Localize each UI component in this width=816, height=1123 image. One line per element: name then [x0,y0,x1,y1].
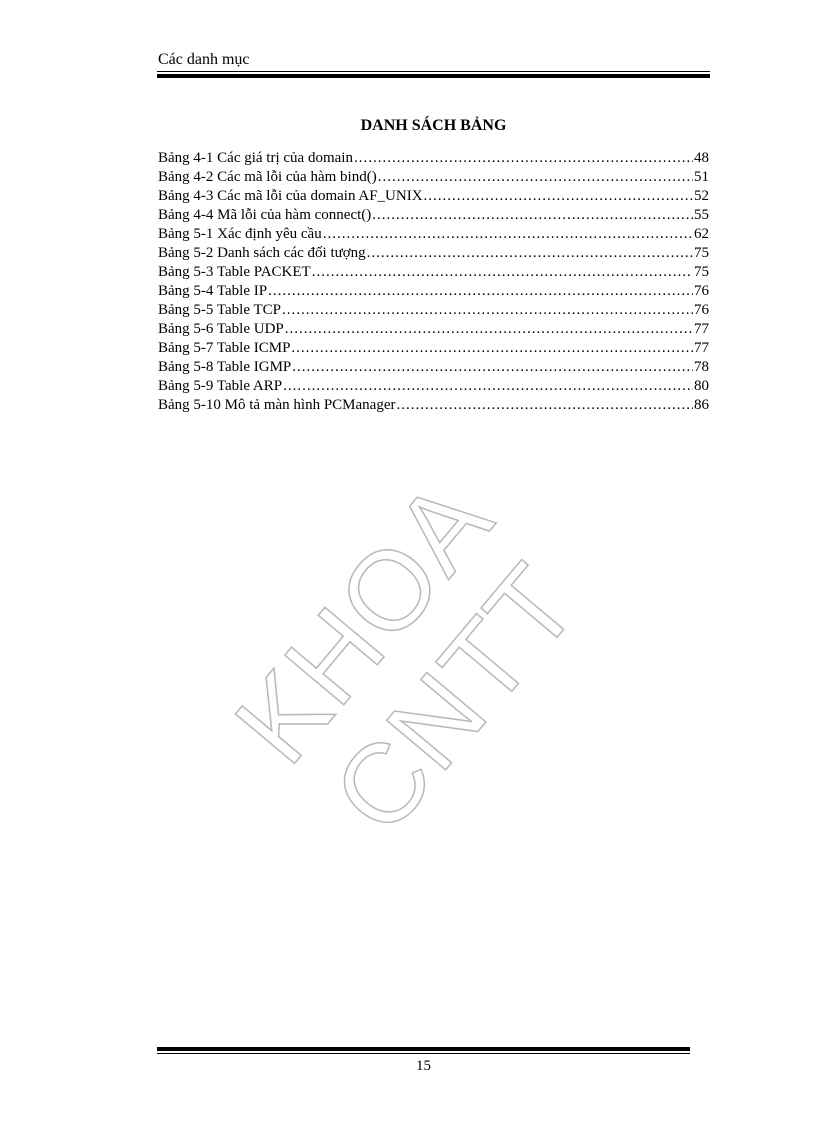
toc-entry-label: Bảng 5-6 Table UDP [158,321,284,337]
toc-entry-label: Bảng 4-1 Các giá trị của domain [158,150,353,166]
page-number: 15 [416,1058,431,1074]
footer-thick-rule [157,1047,690,1051]
dot-leader [367,244,693,263]
footer-thin-rule [157,1053,690,1054]
dot-leader [424,187,693,206]
header-thick-rule [157,74,710,78]
toc-entry-page: 75 [694,245,709,261]
toc-list [158,149,709,415]
toc-entry-label: Bảng 5-7 Table ICMP [158,340,291,356]
toc-entry[interactable] [158,301,709,320]
toc-entry-label: Bảng 5-8 Table IGMP [158,359,292,375]
toc-entry-label: Bảng 5-1 Xác định yêu cầu [158,226,322,242]
toc-entry[interactable] [158,320,709,339]
toc-entry-page: 48 [694,150,709,166]
toc-entry[interactable] [158,339,709,358]
dot-leader [354,149,693,168]
toc-entry-page: 78 [694,359,709,375]
toc-entry[interactable] [158,225,709,244]
toc-entry-label: Bảng 5-5 Table TCP [158,302,281,318]
dot-leader [285,320,693,339]
toc-entry-label: Bảng 4-4 Mã lỗi của hàm connect() [158,207,372,223]
toc-entry[interactable] [158,244,709,263]
toc-entry[interactable] [158,263,709,282]
toc-entry-page: 51 [694,169,709,185]
toc-entry-label: Bảng 5-9 Table ARP [158,378,283,394]
toc-entry-page: 55 [694,207,709,223]
dot-leader [283,377,693,396]
toc-title: DANH SÁCH BẢNG [360,117,507,134]
toc-entry-label: Bảng 5-10 Mô tả màn hình PCManager [158,397,396,413]
dot-leader [312,263,693,282]
dot-leader [396,396,693,415]
toc-entry[interactable] [158,396,709,415]
toc-entry-page: 77 [694,340,709,356]
toc-entry-label: Bảng 5-3 Table PACKET [158,264,311,280]
running-header: Các danh mục [158,51,250,68]
toc-entry-page: 52 [694,188,709,204]
toc-entry[interactable] [158,187,709,206]
toc-entry-page: 76 [694,302,709,318]
toc-entry[interactable] [158,168,709,187]
toc-entry-page: 76 [694,283,709,299]
dot-leader [323,225,693,244]
toc-entry-label: Bảng 4-2 Các mã lỗi của hàm bind() [158,169,377,185]
dot-leader [372,206,693,225]
dot-leader [282,301,693,320]
toc-entry[interactable] [158,149,709,168]
dot-leader [292,358,693,377]
dot-leader [291,339,693,358]
toc-entry-label: Bảng 5-4 Table IP [158,283,268,299]
header-thin-rule [157,71,710,72]
dot-leader [268,282,693,301]
toc-entry[interactable] [158,206,709,225]
watermark: KHOA CNTT [211,456,602,856]
toc-entry-page: 80 [694,378,709,394]
toc-entry-label: Bảng 4-3 Các mã lỗi của domain AF_UNIX [158,188,423,204]
toc-entry[interactable] [158,282,709,301]
dot-leader [378,168,693,187]
toc-entry[interactable] [158,358,709,377]
toc-entry-page: 75 [694,264,709,280]
toc-entry-page: 77 [694,321,709,337]
toc-entry[interactable] [158,377,709,396]
toc-entry-label: Bảng 5-2 Danh sách các đối tượng [158,245,366,261]
toc-entry-page: 86 [694,397,709,413]
toc-entry-page: 62 [694,226,709,242]
